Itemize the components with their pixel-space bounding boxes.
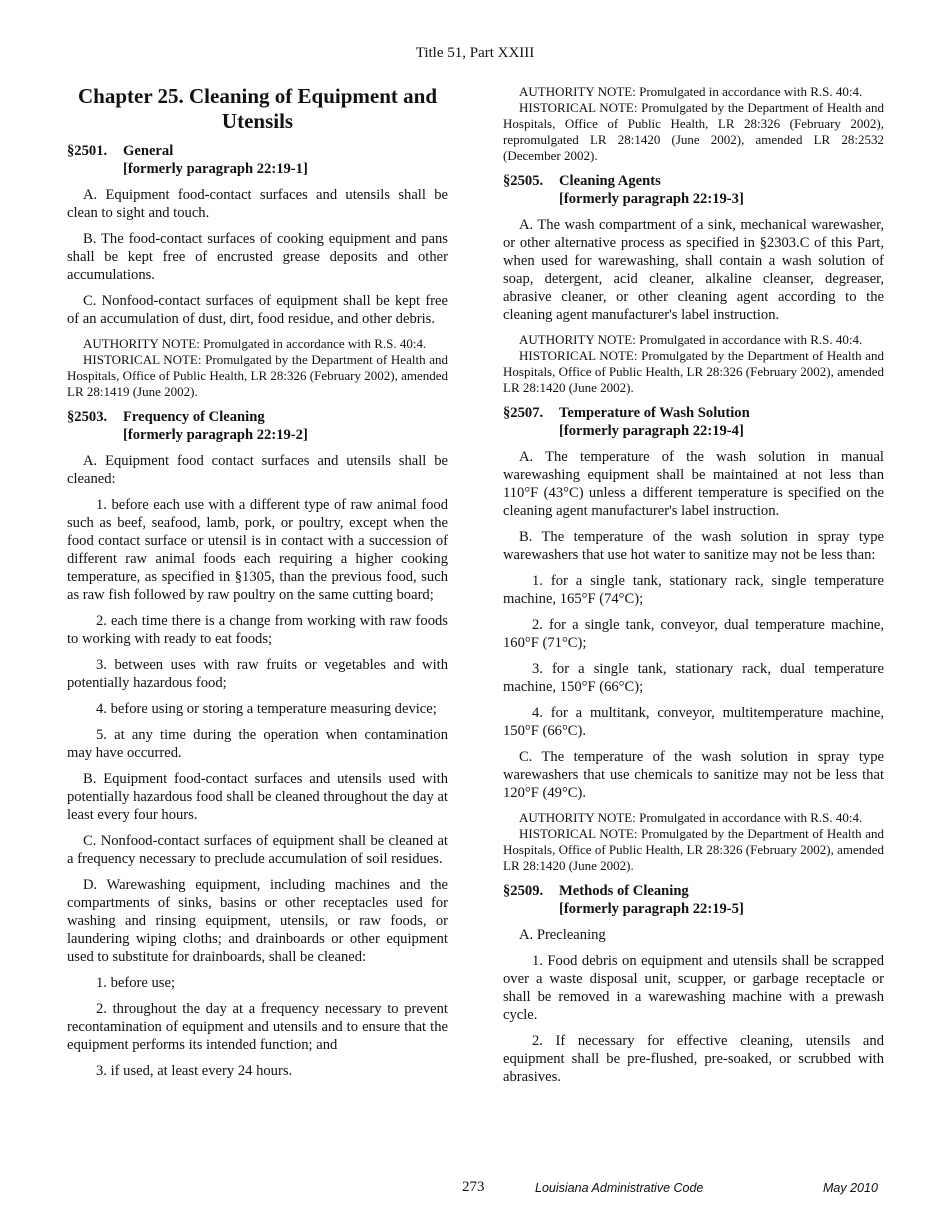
paragraph: 5. at any time during the operation when contamination may have occurred. xyxy=(67,727,448,761)
section-former-ref: [formerly paragraph 22:19-3] xyxy=(559,191,744,207)
footer-publication: Louisiana Administrative Code xyxy=(535,1181,704,1195)
notes-2501 xyxy=(67,336,448,400)
left-column xyxy=(67,84,448,1088)
authority-note: AUTHORITY NOTE: Promulgated in accordance with R.S. 40:4. xyxy=(519,84,863,99)
paragraph: B. The food-contact surfaces of cooking equipment and pans shall be kept free of encrusted grease deposits and other accumulations. xyxy=(67,231,448,283)
section-title: General xyxy=(123,143,174,159)
paragraph: 4. before using or storing a temperature measuring device; xyxy=(96,701,437,717)
section-title: Temperature of Wash Solution xyxy=(559,405,750,421)
section-heading-2509 xyxy=(503,882,884,918)
authority-note: AUTHORITY NOTE: Promulgated in accordance with R.S. 40:4. xyxy=(519,810,863,825)
chapter-title: Chapter 25. Cleaning of Equipment and Utensils xyxy=(77,84,437,133)
paragraph: D. Warewashing equipment, including machines and the compartments of sinks, basins or other receptacles used for washing and rinsing equipment, utensils, or raw foods, or laundering wiping cloths; and drainboards or other equipment used to substitute for drainboards, shall be cleaned: xyxy=(67,877,448,965)
notes-2507 xyxy=(503,810,884,874)
page-number: 273 xyxy=(462,1179,485,1195)
paragraph: C. Nonfood-contact surfaces of equipment shall be cleaned at a frequency necessary to preclude accumulation of soil residues. xyxy=(67,833,448,867)
section-former-ref: [formerly paragraph 22:19-1] xyxy=(123,161,308,177)
historical-note: HISTORICAL NOTE: Promulgated by the Department of Health and Hospitals, Office of Public Health, LR 28:326 (February 2002), repromulgated LR 28:1420 (June 2002), amended LR 28:2532 (December 2002). xyxy=(503,100,884,163)
paragraph: B. The temperature of the wash solution in spray type warewashers that use hot water to sanitize may not be less than: xyxy=(503,529,884,563)
paragraph: A. The temperature of the wash solution in manual warewashing equipment shall be maintained at not less than 110°F (43°C) unless a different temperature is specified on the cleaning agent manufacturer's label instruction. xyxy=(503,449,884,519)
section-former-ref: [formerly paragraph 22:19-2] xyxy=(123,427,308,443)
paragraph: B. Equipment food-contact surfaces and utensils used with potentially hazardous food shall be cleaned throughout the day at least every four hours. xyxy=(67,771,448,823)
historical-note: HISTORICAL NOTE: Promulgated by the Department of Health and Hospitals, Office of Public Health, LR 28:326 (February 2002), amended LR 28:1420 (June 2002). xyxy=(503,348,885,395)
paragraph: 2. each time there is a change from working with raw foods to working with ready to eat foods; xyxy=(67,613,448,647)
section-former-ref: [formerly paragraph 22:19-4] xyxy=(559,423,744,439)
paragraph: 4. for a multitank, conveyor, multitemperature machine, 150°F (66°C). xyxy=(503,705,884,739)
authority-note: AUTHORITY NOTE: Promulgated in accordance with R.S. 40:4. xyxy=(519,332,863,347)
section-former-ref: [formerly paragraph 22:19-5] xyxy=(559,901,744,917)
section-number: §2503. xyxy=(67,409,108,425)
page-header: Title 51, Part XXIII xyxy=(415,45,535,61)
paragraph: A. Precleaning xyxy=(519,927,606,943)
paragraph: A. Equipment food-contact surfaces and utensils shall be clean to sight and touch. xyxy=(67,187,448,221)
paragraph: 2. If necessary for effective cleaning, utensils and equipment shall be pre-flushed, pre-soaked, or scrubbed with abrasives. xyxy=(503,1033,884,1085)
historical-note: HISTORICAL NOTE: Promulgated by the Department of Health and Hospitals, Office of Public Health, LR 28:326 (February 2002), amended LR 28:1419 (June 2002). xyxy=(67,352,449,399)
authority-note: AUTHORITY NOTE: Promulgated in accordance with R.S. 40:4. xyxy=(83,336,427,351)
paragraph: 1. before each use with a different type of raw animal food such as beef, seafood, lamb, pork, or poultry, except when the food contact surface or utensil is in contact with a succession of different raw animal foods each requiring a higher cooking temperature, as specified in §1305, than the previous food, such as raw fish followed by raw poultry on the same cutting board; xyxy=(67,497,448,603)
historical-note: HISTORICAL NOTE: Promulgated by the Department of Health and Hospitals, Office of Public Health, LR 28:326 (February 2002), amended LR 28:1420 (June 2002). xyxy=(503,826,885,873)
page-footer xyxy=(0,1179,950,1199)
section-number: §2505. xyxy=(503,173,544,189)
section-number: §2501. xyxy=(67,143,108,159)
paragraph: 3. if used, at least every 24 hours. xyxy=(96,1063,293,1079)
section-number: §2509. xyxy=(503,883,544,899)
paragraph: 2. for a single tank, conveyor, dual temperature machine, 160°F (71°C); xyxy=(503,617,884,651)
section-title: Cleaning Agents xyxy=(559,173,661,189)
right-column xyxy=(503,84,884,1094)
section-heading-2505 xyxy=(503,172,884,208)
paragraph: 1. for a single tank, stationary rack, single temperature machine, 165°F (74°C); xyxy=(503,573,884,607)
paragraph: C. Nonfood-contact surfaces of equipment shall be kept free of an accumulation of dust, dirt, food residue, and other debris. xyxy=(67,293,448,327)
section-heading-2503 xyxy=(67,408,448,444)
paragraph: 3. between uses with raw fruits or vegetables and with potentially hazardous food; xyxy=(67,657,448,691)
paragraph: 3. for a single tank, stationary rack, dual temperature machine, 150°F (66°C); xyxy=(503,661,884,695)
paragraph: A. The wash compartment of a sink, mechanical warewasher, or other alternative process as specified in §2303.C of this Part, when used for warewashing, shall contain a wash solution of soap, detergent, acid cleaner, alkaline cleanser, degreaser, abrasive cleaner, or other cleaning agent according to the cleaning agent manufacturer's label instruction. xyxy=(503,217,884,323)
paragraph: 1. before use; xyxy=(96,975,176,991)
paragraph: A. Equipment food contact surfaces and utensils shall be cleaned: xyxy=(67,453,448,487)
notes-2503 xyxy=(503,84,884,164)
footer-date: May 2010 xyxy=(823,1181,878,1195)
section-title: Methods of Cleaning xyxy=(559,883,689,899)
paragraph: 2. throughout the day at a frequency necessary to prevent recontamination of equipment and utensils and to ensure that the equipment performs its intended function; and xyxy=(67,1001,448,1053)
section-heading-2507 xyxy=(503,404,884,440)
paragraph: C. The temperature of the wash solution in spray type warewashers that use chemicals to sanitize may not be less that 120°F (49°C). xyxy=(503,749,884,801)
paragraph: 1. Food debris on equipment and utensils shall be scrapped over a waste disposal unit, scupper, or garbage receptacle or shall be removed in a warewashing machine with a prewash cycle. xyxy=(503,953,884,1023)
section-title: Frequency of Cleaning xyxy=(123,409,265,425)
section-number: §2507. xyxy=(503,405,544,421)
section-heading-2501 xyxy=(67,142,448,178)
notes-2505 xyxy=(503,332,884,396)
